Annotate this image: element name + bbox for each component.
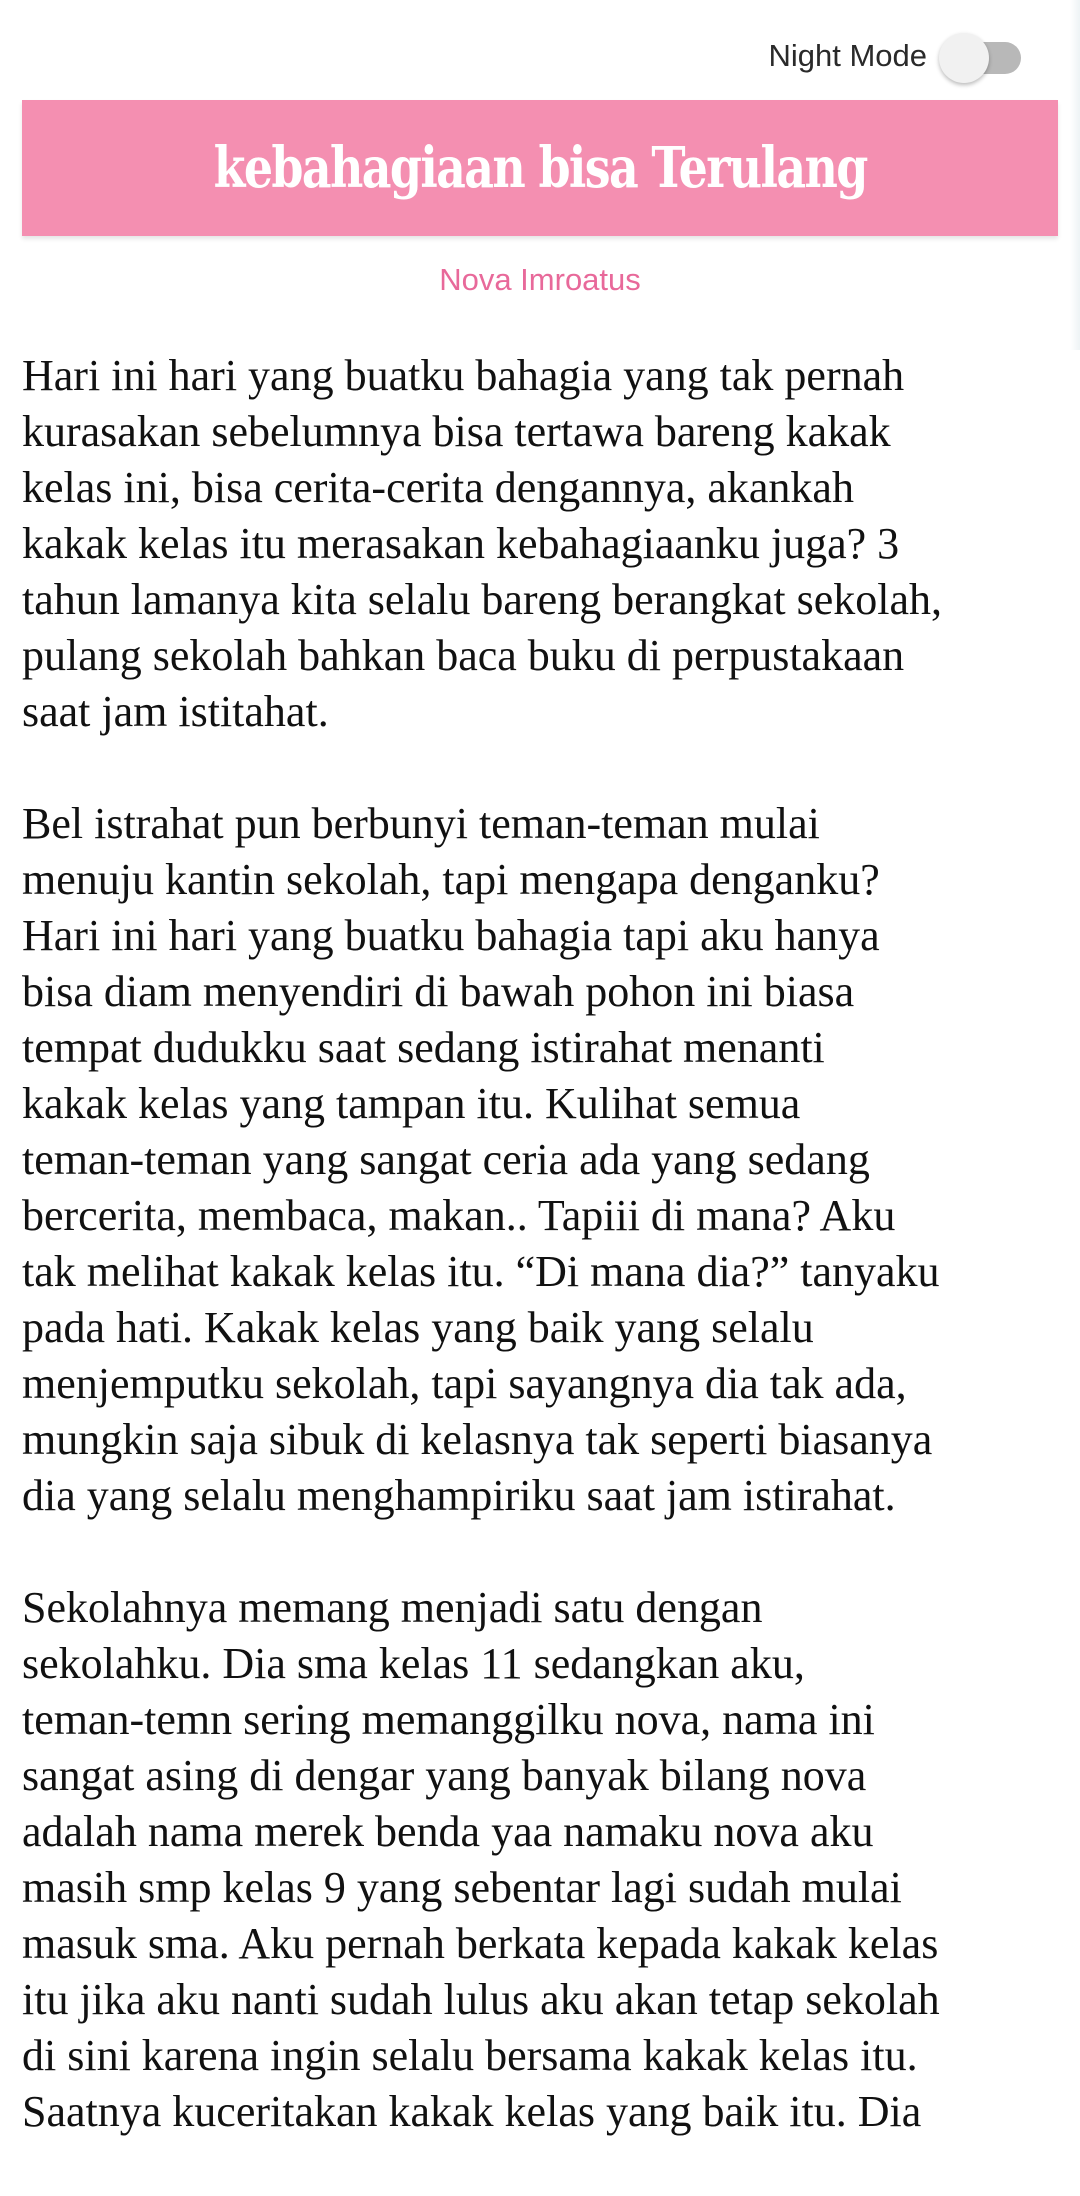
night-mode-label: Night Mode [768,38,927,73]
story-title: kebahagiaan bisa Terulang [213,135,867,201]
night-mode-toggle[interactable] [939,28,1025,84]
title-banner [22,100,1058,236]
story-body [22,348,1062,2196]
story-paragraph: Bel istrahat pun berbunyi teman-teman mulai menuju kantin sekolah, tapi mengapa denganku? Hari ini hari yang buatku bahagia tapi aku hanya bisa diam menyendiri di bawah pohon ini biasa tempat dudukku saat sedang istirahat menanti kakak kelas yang tampan itu. Kulihat semua teman-teman yang sangat ceria ada yang sedang bercerita, membaca, makan.. Tapiii di mana? Aku tak melihat kakak kelas itu. “Di mana dia?” tanyaku pada hati. Kakak kelas yang baik yang selalu menjemputku sekolah, tapi sayangnya dia tak ada, mungkin saja sibuk di kelasnya tak seperti biasanya dia yang selalu menghampiriku saat jam istirahat. [22,799,940,1520]
story-paragraph: Sekolahnya memang menjadi satu dengan sekolahku. Dia sma kelas 11 sedangkan aku, teman-temn sering memanggilku nova, nama ini sangat asing di dengar yang banyak bilang nova adalah nama merek benda yaa namaku nova aku masih smp kelas 9 yang sebentar lagi sudah mulai masuk sma. Aku pernah berkata kepada kakak kelas itu jika aku nanti sudah lulus aku akan tetap sekolah di sini karena ingin selalu bersama kakak kelas itu. Saatnya kuceritakan kakak kelas yang baik itu. Dia [22,1583,940,2136]
top-bar [0,0,1080,100]
story-paragraph: Hari ini hari yang buatku bahagia yang tak pernah kurasakan sebelumnya bisa tertawa bareng kakak kelas ini, bisa cerita-cerita dengannya, akankah kakak kelas itu merasakan kebahagiaanku juga? 3 tahun lamanya kita selalu bareng berangkat sekolah, pulang sekolah bahkan baca buku di perpustakaan saat jam istitahat. [22,351,942,736]
night-mode-control[interactable] [768,28,1025,84]
toggle-thumb[interactable] [939,33,989,83]
author-name[interactable]: Nova Imroatus [439,262,641,297]
